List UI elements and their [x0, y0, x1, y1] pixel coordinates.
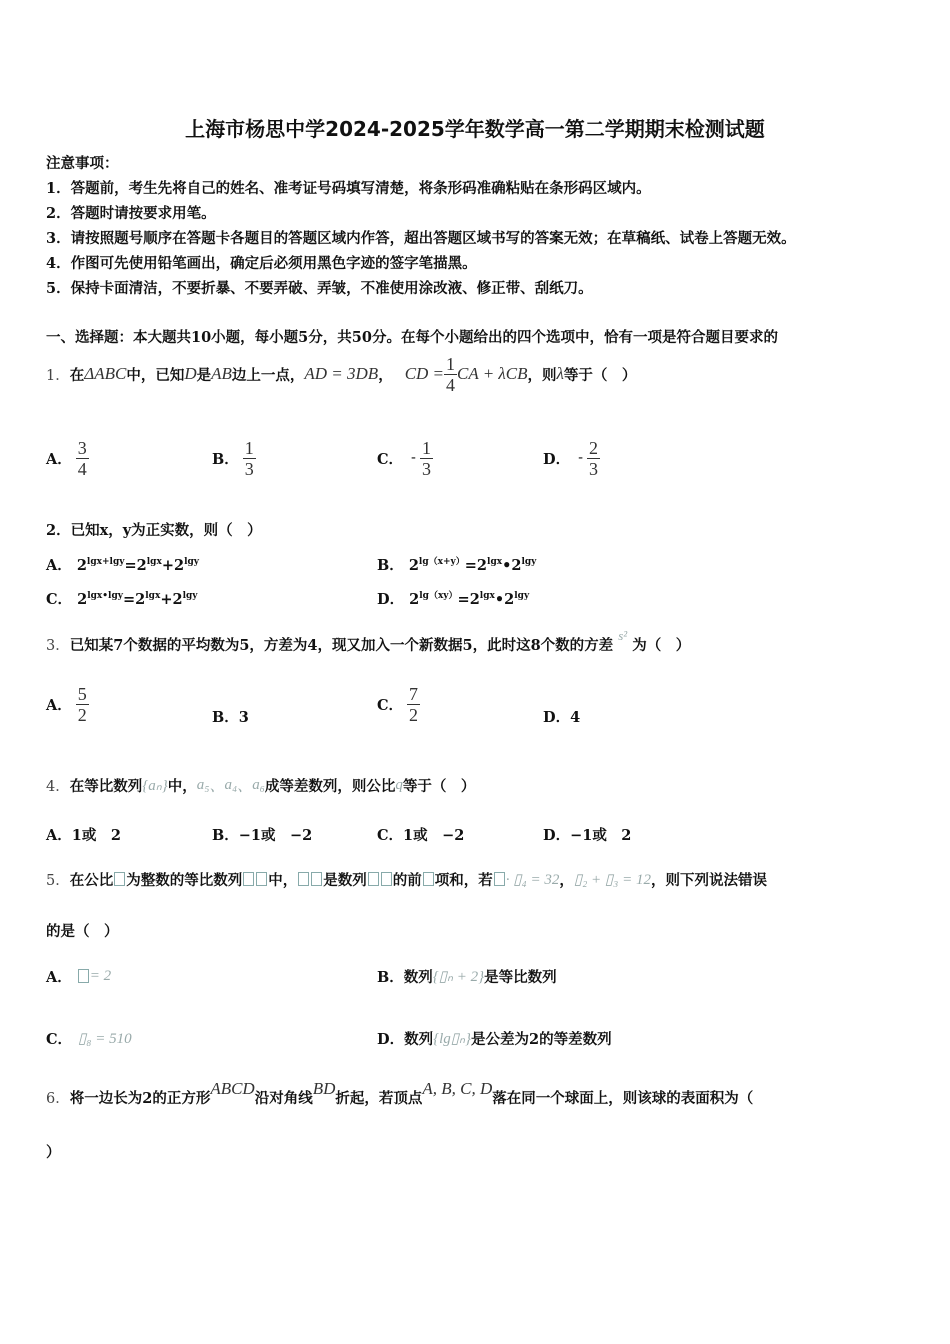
- missing-glyph-icon: [368, 872, 379, 886]
- denominator: 3: [421, 458, 431, 479]
- numerator: 2: [588, 437, 598, 458]
- q6-text: 沿对角线: [254, 1089, 313, 1107]
- option-c[interactable]: [377, 682, 420, 726]
- option-op: =2: [464, 557, 488, 574]
- option-b[interactable]: [377, 962, 557, 990]
- option-c[interactable]: [46, 1024, 132, 1052]
- option-d[interactable]: [377, 1024, 612, 1052]
- option-d[interactable]: D．−1或 2: [543, 827, 632, 844]
- option-expr: = 2: [89, 967, 112, 984]
- q1-triangle: ΔABC: [84, 364, 127, 383]
- q4-ratio: q: [395, 776, 403, 793]
- q1-text: 等于（ ）: [563, 366, 637, 384]
- option-c[interactable]: [46, 588, 198, 609]
- option-d[interactable]: D．4: [543, 709, 581, 726]
- option-text: 是公差为2的等差数列: [470, 1030, 612, 1048]
- option-sign: -: [578, 450, 583, 466]
- q4-term: a₆: [252, 776, 265, 793]
- option-label: D．: [543, 450, 571, 468]
- q6-square: ABCD: [210, 1079, 255, 1098]
- option-fraction: [76, 438, 89, 479]
- option-label: B．: [377, 557, 404, 574]
- denominator: 2: [77, 704, 87, 725]
- missing-glyph-icon: [114, 872, 125, 886]
- option-base: 2: [408, 557, 419, 574]
- q4-term: a₅: [196, 776, 210, 793]
- question-2: 2．已知x，y为正实数，则（ ）: [46, 522, 262, 539]
- option-base: 2: [409, 591, 420, 608]
- q6-text: 折起，若顶点: [335, 1089, 423, 1107]
- question-5: [46, 866, 767, 892]
- option-a[interactable]: A．1或 2: [46, 827, 121, 844]
- notice-item: 3．请按照题号顺序在答题卡各题目的答题区域内作答，超出答题区域书写的答案无效；在草稿纸、试卷上答题无效。: [46, 230, 796, 247]
- option-expr: ▯₈ = 510: [78, 1030, 132, 1047]
- option-op: +2: [161, 557, 185, 574]
- denominator: 4: [77, 458, 87, 479]
- option-fraction: [420, 438, 433, 479]
- option-text: 数列: [403, 968, 433, 986]
- question-1: [46, 352, 636, 396]
- q4-text: 等于（ ）: [402, 777, 476, 795]
- numerator: 1: [446, 353, 456, 374]
- q6-text: 将一边长为2的正方形: [69, 1089, 211, 1107]
- notice-heading: 注意事项：: [46, 155, 119, 172]
- option-op: •2: [494, 591, 515, 608]
- denominator: 2: [409, 704, 419, 725]
- option-fraction: [407, 684, 420, 725]
- q1-lambda: λ: [556, 364, 564, 383]
- q5-text: ，则下列说法错误: [651, 871, 768, 889]
- numerator: 1: [244, 437, 254, 458]
- option-text: 是等比数列: [484, 968, 557, 986]
- option-label: C．: [46, 591, 73, 608]
- numerator: 1: [421, 437, 431, 458]
- option-exponent: lgx: [145, 591, 161, 602]
- q1-point-d: D: [184, 364, 197, 383]
- numerator: 7: [409, 683, 419, 704]
- option-base: 2: [77, 591, 88, 608]
- q1-vector-cd: CD =: [404, 364, 445, 383]
- option-sign: -: [411, 450, 416, 466]
- q1-text: ，则: [527, 366, 557, 384]
- option-label: A．: [46, 557, 72, 574]
- q4-text: 在等比数列: [69, 777, 143, 795]
- option-exponent: lgx•lgy: [87, 591, 123, 602]
- missing-glyph-icon: [78, 969, 89, 983]
- option-a[interactable]: [46, 962, 111, 990]
- q5-text: 是数列: [323, 871, 367, 889]
- q3-tail: 为（ ）: [632, 637, 691, 654]
- numerator: 3: [77, 437, 87, 458]
- option-op: =2: [124, 557, 147, 574]
- option-label: D．: [377, 591, 405, 608]
- option-label: D．: [377, 1030, 405, 1048]
- option-exponent: lgy: [514, 591, 530, 602]
- option-a[interactable]: [46, 554, 199, 575]
- option-label: A．: [46, 968, 72, 986]
- option-label: A．: [46, 696, 72, 714]
- q1-text: 在: [69, 366, 85, 384]
- question-number: 4．: [46, 778, 70, 795]
- option-exponent: lgx: [487, 557, 503, 568]
- option-b[interactable]: [377, 554, 536, 575]
- q1-text: 中，已知: [126, 366, 185, 384]
- option-exponent: lgx+lgy: [86, 557, 125, 568]
- missing-glyph-icon: [494, 872, 505, 886]
- option-op: •2: [502, 557, 522, 574]
- option-fraction: [243, 438, 256, 479]
- option-expr: {lg▯ₙ}: [433, 1030, 471, 1047]
- option-op: =2: [122, 591, 146, 608]
- option-b[interactable]: B．−1或 −2: [212, 827, 313, 844]
- q1-equation: AD = 3DB: [304, 364, 379, 383]
- q1-text: 边上一点，: [231, 366, 305, 384]
- option-fraction: [76, 684, 89, 725]
- q4-text: 成等差数列，则公比: [264, 777, 396, 795]
- missing-glyph-icon: [256, 872, 267, 886]
- q4-sequence: {aₙ}: [142, 777, 168, 794]
- q4-separator: 、: [209, 778, 225, 795]
- q4-separator: 、: [237, 778, 253, 795]
- missing-glyph-icon: [298, 872, 309, 886]
- option-base: 2: [76, 557, 87, 574]
- section-heading: 一、选择题：本大题共10小题，每小题5分，共50分。在每个小题给出的四个选项中，恰有一项是符合题目要求的: [46, 329, 778, 346]
- q1-segment-ab: AB: [211, 364, 232, 383]
- q4-term: a₄: [224, 776, 238, 793]
- q5-text: 的前: [392, 871, 422, 889]
- question-4: [46, 770, 475, 800]
- question-number: 1．: [46, 367, 70, 384]
- missing-glyph-icon: [243, 872, 254, 886]
- option-label: C．: [46, 1030, 73, 1048]
- notice-item: 5．保持卡面清洁，不要折暴、不要弄破、弄皱，不准使用涂改液、修正带、刮纸刀。: [46, 280, 593, 297]
- option-exponent: lg（xy）: [419, 591, 458, 602]
- option-b[interactable]: [212, 436, 256, 480]
- denominator: 4: [446, 374, 456, 395]
- q5-text: 在公比: [69, 871, 114, 889]
- option-label: C．: [377, 696, 404, 714]
- option-op: =2: [457, 591, 480, 608]
- q5-expr: · ▯₄ = 32: [505, 871, 560, 888]
- option-label: A．: [46, 450, 72, 468]
- missing-glyph-icon: [381, 872, 392, 886]
- q5-text: 为整数的等比数列: [126, 871, 243, 889]
- question-number: 3．: [46, 638, 70, 654]
- option-exponent: lgy: [521, 557, 537, 568]
- option-text: 数列: [404, 1030, 434, 1048]
- option-label: C．: [377, 450, 404, 468]
- option-exponent: lgy: [182, 591, 198, 602]
- option-exponent: lgx: [146, 557, 162, 568]
- option-label: B．: [212, 450, 239, 468]
- option-op: +2: [160, 591, 183, 608]
- q6-diagonal: BD: [312, 1079, 336, 1098]
- q1-comma: ，: [378, 366, 393, 384]
- option-exponent: lgx: [479, 591, 495, 602]
- notice-item: 2．答题时请按要求用笔。: [46, 205, 216, 222]
- q1-fraction: [444, 354, 457, 395]
- q1-text: 是: [196, 366, 212, 384]
- missing-glyph-icon: [311, 872, 322, 886]
- option-a[interactable]: [46, 436, 89, 480]
- numerator: 5: [77, 683, 87, 704]
- option-fraction: [587, 438, 600, 479]
- option-label: B．: [377, 968, 404, 986]
- q6-text-continued: ）: [46, 1144, 61, 1161]
- option-d[interactable]: [377, 588, 529, 609]
- denominator: 3: [244, 458, 254, 479]
- question-number: 6．: [46, 1090, 70, 1107]
- q5-text-continued: 的是（ ）: [46, 923, 119, 940]
- option-b[interactable]: B．3: [212, 709, 249, 726]
- option-exponent: lgy: [184, 557, 200, 568]
- q6-text: 落在同一个球面上，则该球的表面积为（: [492, 1089, 754, 1107]
- q5-expr: ▯₂ + ▯₃ = 12: [573, 871, 652, 888]
- q3-variance-symbol: s²: [618, 628, 628, 643]
- page-title: 上海市杨思中学2024-2025学年数学高一第二学期期末检测试题: [185, 117, 765, 141]
- option-c[interactable]: C．1或 −2: [377, 827, 465, 844]
- option-d[interactable]: [543, 436, 600, 480]
- q5-text: 项和，若: [434, 871, 493, 889]
- option-c[interactable]: [377, 436, 433, 480]
- q5-comma: ，: [559, 871, 574, 889]
- missing-glyph-icon: [423, 872, 434, 886]
- option-expr: {▯ₙ + 2}: [432, 968, 485, 985]
- q1-vector-expr: CA + λCB: [457, 364, 528, 383]
- question-number: 5．: [46, 872, 70, 889]
- denominator: 3: [588, 458, 598, 479]
- notice-item: 1．答题前，考生先将自己的姓名、准考证号码填写清楚，将条形码准确粘贴在条形码区域内。: [46, 180, 651, 197]
- q3-text: 已知某7个数据的平均数为5，方差为4，现又加入一个新数据5，此时这8个数的方差: [69, 637, 614, 654]
- option-exponent: lg（x+y）: [418, 557, 465, 568]
- question-3: [46, 628, 691, 655]
- option-a[interactable]: [46, 682, 89, 726]
- q4-text: 中，: [167, 777, 197, 795]
- q5-text: 中，: [268, 871, 298, 889]
- question-6: [46, 1080, 753, 1114]
- notice-item: 4．作图可先使用铅笔画出，确定后必须用黑色字迹的签字笔描黑。: [46, 255, 477, 272]
- q6-vertices: A, B, C, D: [422, 1079, 493, 1098]
